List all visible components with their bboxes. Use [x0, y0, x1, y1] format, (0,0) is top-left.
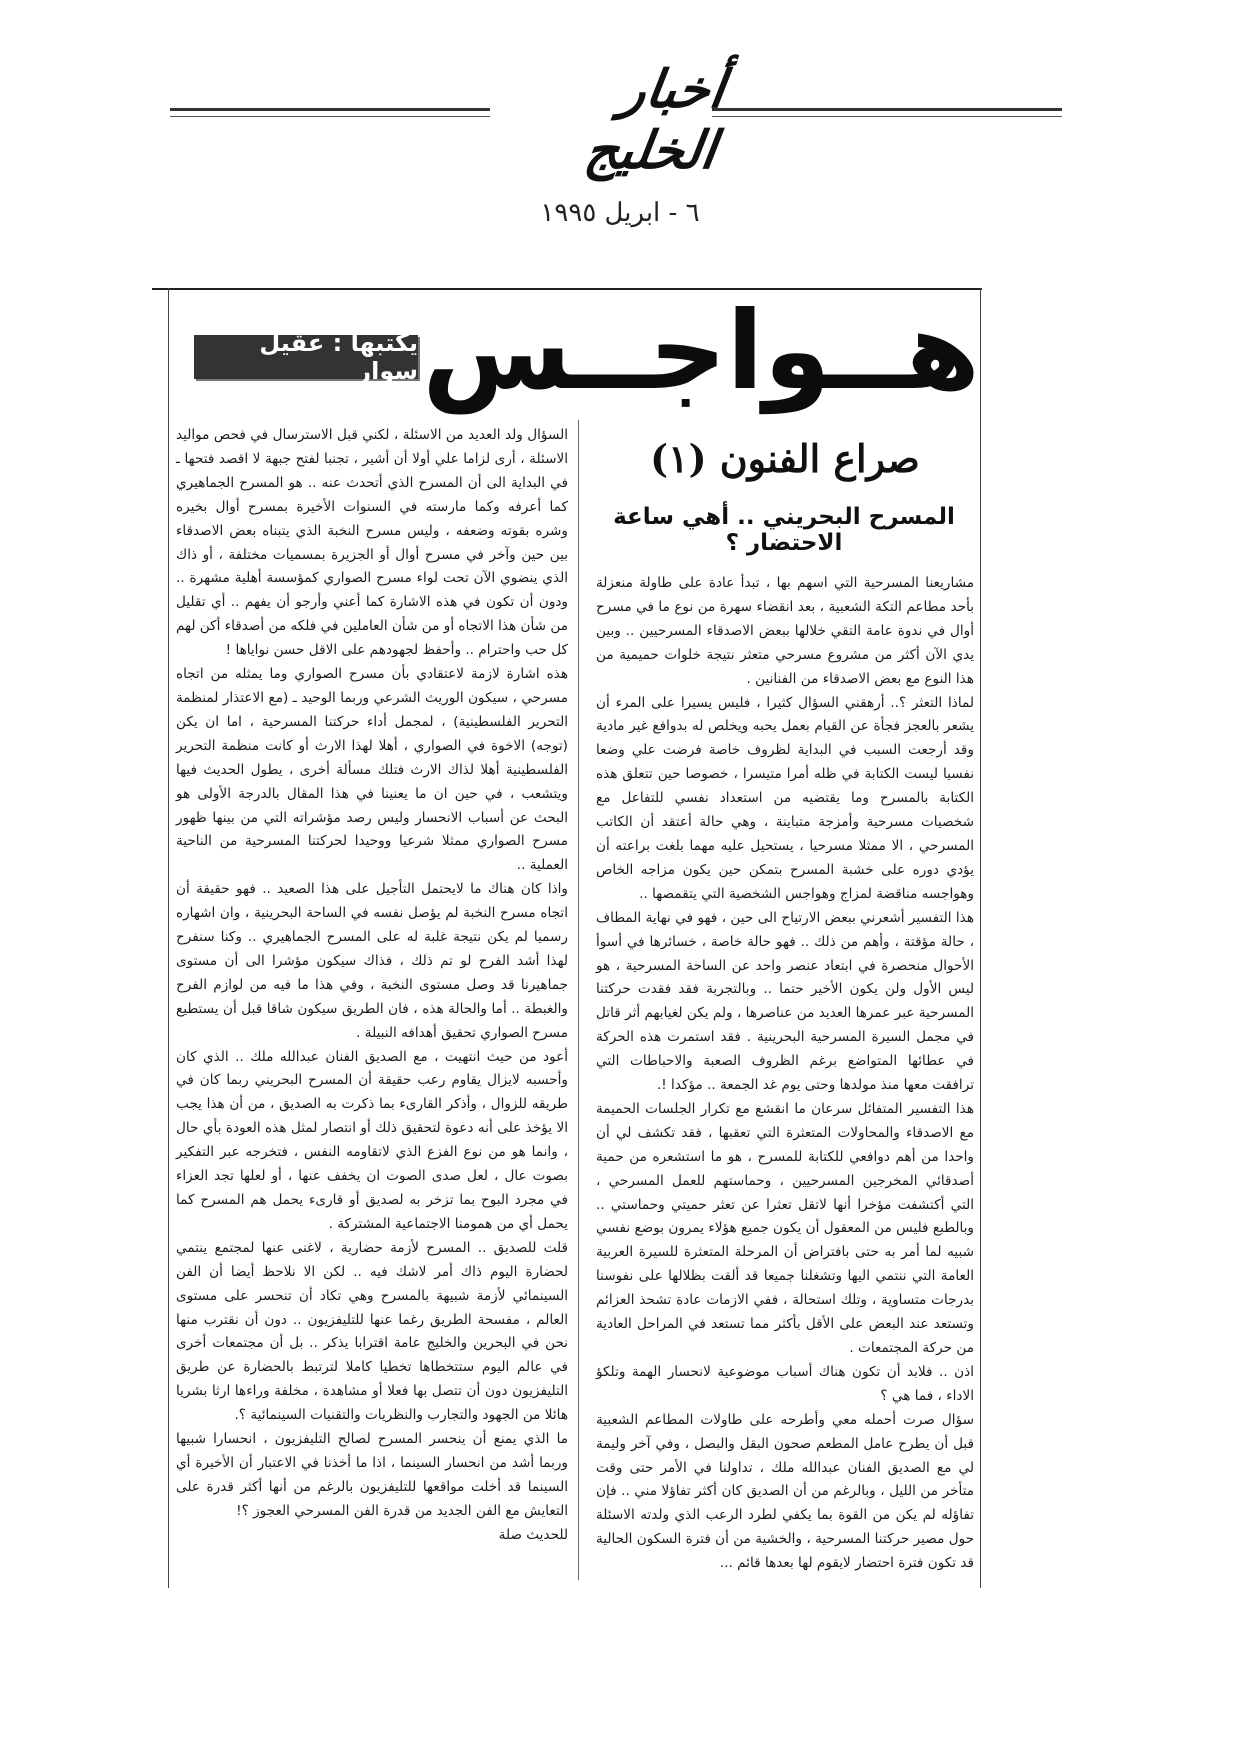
- article-paragraph: اذن .. فلابد أن تكون هناك أسباب موضوعية لانحسار الهمة وتلكؤ الاداء ، فما هي ؟: [596, 1363, 974, 1404]
- column-separator: [578, 420, 579, 1580]
- article-paragraph: هذا التفسير أشعرني ببعض الارتياح الى حين ، فهو في نهاية المطاف ، حالة مؤقتة ، وأهم من ذلك .. فهو حالة خاصة ، خسائرها في أسوأ الأحوال منحصرة في ابتعاد عنصر واحد عن الساحة المسرحية ، هو ليس الأول ولن يكون الأخير حتما .. وبالتجربة فقد فقدت حركتنا المسرحية عبر عمرها العديد من عناصرها ، ولم يكن لغيابهم أثر قاتل في مجمل السيرة المسرحية البحرينية . فقد استمرت هذه الحركة في عطائها المتواضع برغم الظروف الصعبة والاحباطات التي ترافقت معها منذ مولدها وحتى يوم غد الجمعة .. مؤكدا !.: [596, 909, 974, 1094]
- article-title: صراع الفنون (١): [650, 436, 920, 481]
- article-column-left: [176, 424, 568, 1548]
- column-frame-left: [168, 288, 169, 1588]
- article-paragraph: قلت للصديق .. المسرح لأزمة حضارية ، لاغنى عنها لمجتمع ينتمي لحضارة اليوم ذاك أمر لاشك فيه .. لكن الا نلاحظ أيضا أن الفن السينمائي لأزمة شبيهة بالمسرح وهي تكاد أن تنحسر على مستوى العالم ، مفسحة الطريق رغما عنها للتليفزيون .. دون أن نقترب منها نحن في البحرين والخليج عامة اقترابا يذكر .. بل أن مجتمعات أخرى في عالم اليوم ستتخطاها تخطيا كاملا لترتبط بالحضارة عن طريق التليفزيون دون أن تتصل بها فعلا أو مشاهدة ، مخلفة وراءها ارثا بشريا هائلا من الجهود والتجارب والنظريات والتقنيات السينمائية ؟.: [176, 1239, 568, 1424]
- article-paragraph: السؤال ولد العديد من الاسئلة ، لكني قبل الاسترسال في فحص مواليد الاسئلة ، أرى لزاما علي أولا أن أشير ، تجنبا لفتح جبهة لا اقصد فتحها ـ في البداية الى أن المسرح الذي أتحدث عنه .. هو المسرح الجماهيري كما أعرفه وكما مارسته في السنوات الأخيرة بمسرح أوال بخيره وشره بقوته وضعفه ، وليس مسرح النخبة الذي يتبناه بعض الاصدقاء بين حين وآخر في مسرح أوال أو الجزيرة بمسميات مختلفة ، أو ذاك الذي ينضوي الآن تحت لواء مسرح الصواري كمؤسسة أهلية مشهرة .. ودون أن تكون في هذه الاشارة كما أعني وأرجو أن يفهم .. أي تقليل من شأن هذا الاتجاه أو من شأن العاملين في فلكه من أصدقاء أكن لهم كل حب واحترام .. وأحفظ لجهودهم على الاقل حسن نواياها !: [176, 427, 568, 659]
- author-tag: يكتبها : عقيل سوار: [194, 335, 418, 379]
- issue-date: ٦ - ابريل ١٩٩٥: [540, 198, 700, 228]
- article-subtitle: المسرح البحريني .. أهي ساعة الاحتضار ؟: [613, 504, 955, 556]
- newspaper-masthead: أخبار الخليج: [581, 59, 729, 181]
- column-title: هــواجــس: [422, 289, 980, 414]
- article-paragraph: هذا التفسير المتفائل سرعان ما انقشع مع تكرار الجلسات الحميمة مع الاصدقاء والمحاولات المتعثرة التي تعقبها ، فقد تكشف لي أن واحدا من أهم دوافعي للكتابة للمسرح ، هو ما استشعره من حمية أصدقائي المخرجين المسرحيين ، وحماستهم للعمل المسرحي ، التي أكتشفت مؤخرا أنها لاتقل تعثرا عن تعثر حميتي وحماستي .. وبالطبع فليس من المعقول أن يكون جميع هؤلاء يمرون بوضع نفسي شبيه لما أمر به حتى بافتراض أن المرحلة المتعثرة للسيرة العربية العامة التي ننتمي اليها وتشغلنا جميعا قد ألقت بظلالها على نفوسنا بدرجات متساوية ، وتلك استحالة ، ففي الازمات عادة تشحذ العزائم وتستعد عند البعض على الأقل بأكثر مما تستعد في المراحل العادية من حركة المجتمعات .: [596, 1100, 974, 1356]
- article-paragraph: أعود من حيث انتهيت ، مع الصديق الفنان عبدالله ملك .. الذي كان وأحسبه لايزال يقاوم رعب حقيقة أن المسرح البحريني ربما كان في طريقه للزوال ، وأذكر القارىء بما ذكرت به الصديق ، من أن هذا يجب الا يؤخذ على أنه دعوة لتحقيق ذلك أو انتصار لمثل هذه العودة بأي حال ، وانما هو من نوع الفزع الذي لاتقاومه النفس ، فتخرجه عبر التفكير بصوت عال ، لعل صدى الصوت ان يخفف عنها ، أو لعلها تجد العزاء في مجرد البوح بما تزخر به لصديق أو قارىء يحمل هم المسرح كما يحمل أي من همومنا الاجتماعية المشتركة .: [176, 1048, 568, 1232]
- article-paragraph: لماذا التعثر ؟.. أرهقني السؤال كثيرا ، فليس يسيرا على المرء أن يشعر بالعجز فجأة عن القيام بعمل يحبه ويخلص له بدوافع غير مادية وقد أرجعت السبب في البداية لظروف خاصة فرضت علي وضعا نفسيا ليست الكتابة في ظله أمرا متيسرا ، خصوصا حين تتعلق هذه الكتابة بالمسرح وما يقتضيه من استعداد نفسي للتفاعل مع شخصيات مسرحية وأمزجة متباينة ، وهي حالة أعتقد أن الكاتب المسرحي ، الا ممثلا مسرحيا ، يستحيل عليه مهما بلغت براعته أن يؤدي دوره على خشبة المسرح بتمكن حين يكون مزاجه الخاص وهواجسه مناقضة لمزاج وهواجس الشخصية التي يتقمصها ..: [596, 694, 974, 902]
- masthead-rule-right: [712, 108, 1062, 111]
- masthead-rule-right-thin: [712, 116, 1062, 117]
- masthead-rule-left: [170, 108, 490, 111]
- article-paragraph: سؤال صرت أحمله معي وأطرحه على طاولات المطاعم الشعبية قبل أن يطرح عامل المطعم صحون البقل والبصل ، وفي آخر وليمة لي مع الصديق الفنان عبدالله ملك ، تداولنا في الأمر حتى وقت متأخر من الليل ، وبالرغم من أن الصديق كان أكثر تفاؤلا مني .. فإن تفاؤله لم يكن من القوة بما يكفي لطرد الرعب الذي ولدته الاسئلة حول مصير حركتنا المسرحية ، والخشية من أن فترة السكون الحالية قد تكون فترة احتضار لايقوم لها بعدها قائم ...: [596, 1411, 974, 1572]
- article-paragraph: ما الذي يمنع أن ينحسر المسرح لصالح التليفزيون ، انحسارا شبيها وربما أشد من انحسار السينما ، اذا ما أخذنا في الاعتبار أن الأخيرة أي السينما قد أخلت مواقعها للتليفزيون بالرغم من أنها أكثر قدرة على التعايش مع الفن الجديد من قدرة الفن المسرحي العجوز ؟!: [176, 1431, 568, 1519]
- article-paragraph: واذا كان هناك ما لايحتمل التأجيل على هذا الصعيد .. فهو حقيقة أن اتجاه مسرح النخبة لم يؤصل نفسه في الساحة البحرينية ، وان اشهاره رسميا لم يكن نتيجة غلبة له على المسرح الجماهيري .. وكنا سنفرح لهذا أشد الفرح لو تم ذلك ، فذاك سيكون مؤشرا الى أن مستوى جماهيرنا قد وصل مستوى النخبة ، وفي هذا ما فيه من لوازم الفرح والغبطة .. أما والحالة هذه ، فان الطريق سيكون شاقا قبل أن يستطيع مسرح الصواري تحقيق أهدافه النبيلة .: [176, 881, 568, 1041]
- article-paragraph: مشاريعنا المسرحية التي اسهم بها ، تبدأ عادة على طاولة منعزلة بأحد مطاعم التكة الشعبية ، بعد انقضاء سهرة من نوع ما في مسرح أوال في ندوة عامة التقي خلالها ببعض الاصدقاء المسرحيين .. وبين يدي الآن أكثر من مشروع مسرحي متعثر نتيجة خلوات حميمية من هذا النوع مع بعض الاصدقاء من الفنانين .: [596, 575, 974, 687]
- masthead-rule-left-thin: [170, 116, 490, 117]
- column-frame-right: [980, 288, 981, 1588]
- article-column-right: [596, 572, 974, 1576]
- article-paragraph: هذه اشارة لازمة لاعتقادي بأن مسرح الصواري وما يمثله من اتجاه مسرحي ، سيكون الوريث الشرعي وربما الوحيد ـ (مع الاعتذار لمنظمة التحرير الفلسطينية) ، لمجمل أداء حركتنا المسرحية ، اما ان يكن (توجه) الاخوة في الصواري ، أهلا لهذا الارث أو كانت منظمة التحرير الفلسطينية أهلا لذاك الارث فتلك مسألة أخرى ، يطول الحديث فيها ويتشعب ، في حين ان ما يعنينا في هذا المقال بالدرجة الأولى هو البحث عن أسباب الانحسار وليس رصد مؤشراته التي من بينها ظهور مسرح الصواري ممثلا شرعيا ووحيدا لحركتنا المسرحية من الناحية العملية ..: [176, 666, 568, 874]
- article-continuation-note: للحديث صلة: [498, 1526, 568, 1543]
